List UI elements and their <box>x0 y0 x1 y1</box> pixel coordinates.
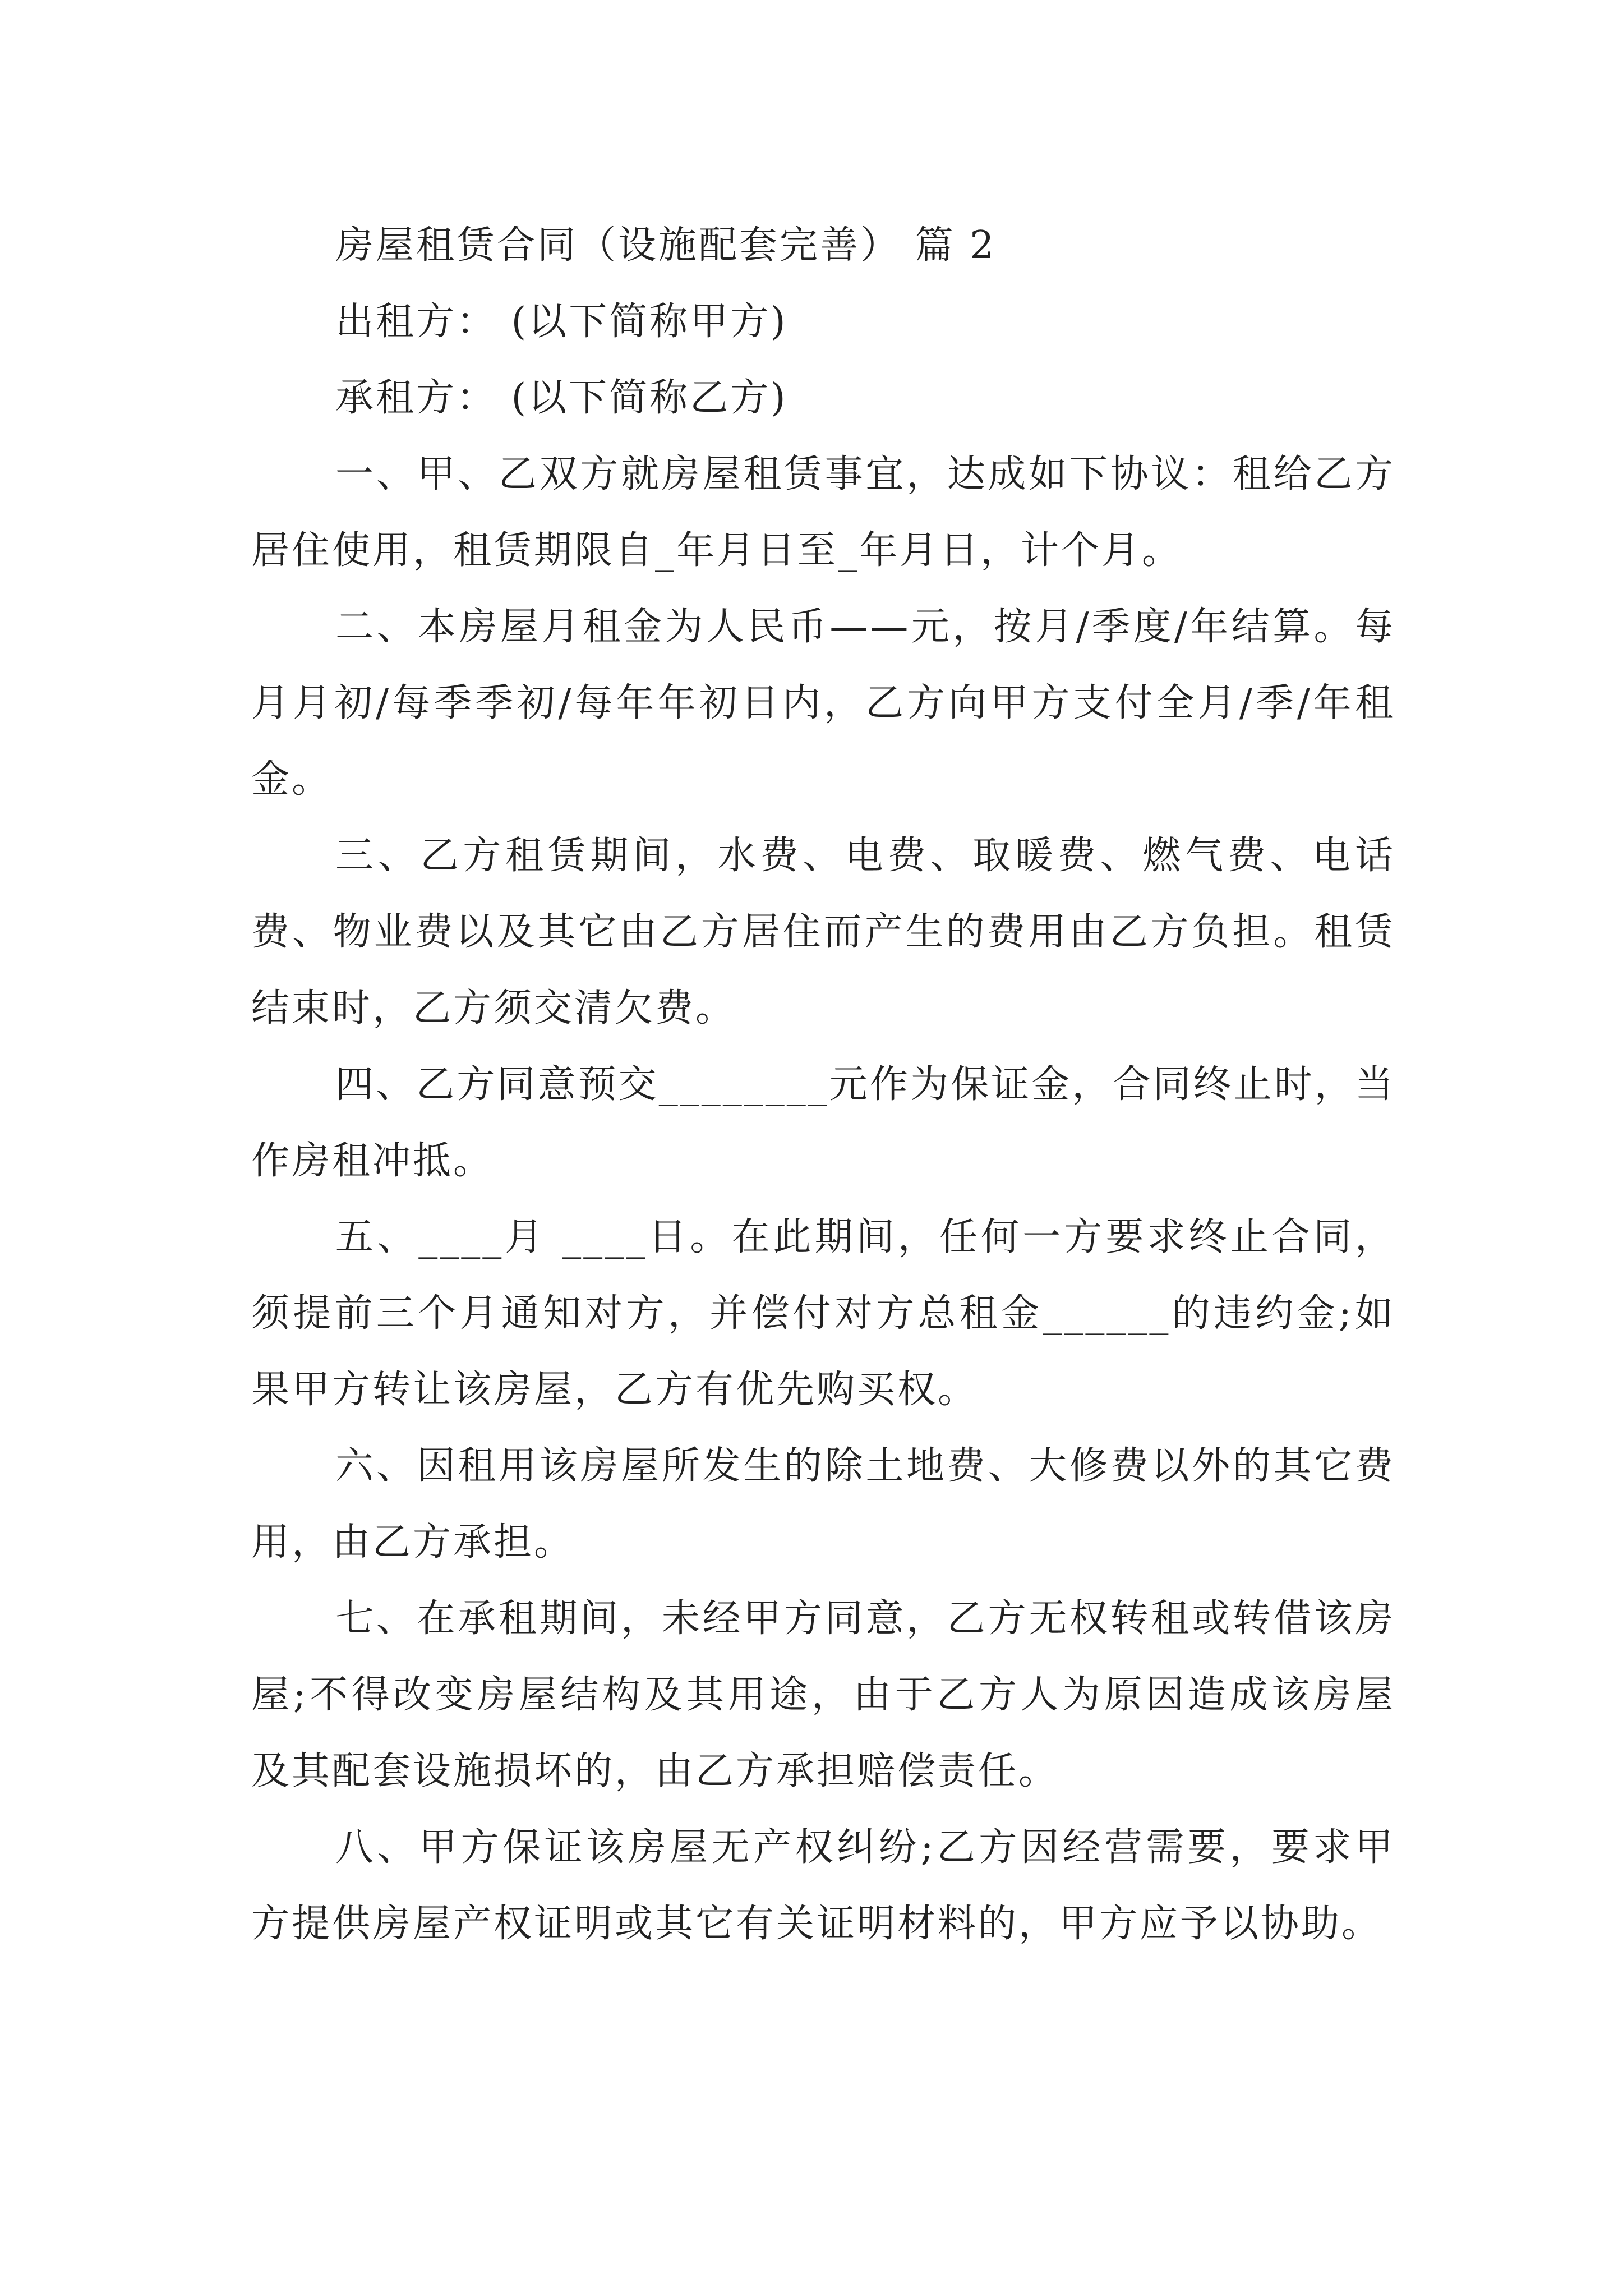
clause-1: 一、甲、乙双方就房屋租赁事宜，达成如下协议：租给乙方居住使用，租赁期限自_年月日至_年月日，计个月。 <box>251 452 1395 573</box>
lessor-line: 出租方： (以下简称甲方) <box>335 300 788 344</box>
clause-6: 六、因租用该房屋所发生的除土地费、大修费以外的其它费用，由乙方承担。 <box>251 1444 1395 1565</box>
clause-5: 五、____月 ____日。在此期间，任何一方要求终止合同，须提前三个月通知对方，并偿付对方总租金______的违约金;如果甲方转让该房屋，乙方有优先购买权。 <box>251 1215 1395 1412</box>
clause-8: 八、甲方保证该房屋无产权纠纷;乙方因经营需要，要求甲方提供房屋产权证明或其它有关证明材料的，甲方应予以协助。 <box>251 1825 1395 1946</box>
clause-7: 七、在承租期间，未经甲方同意，乙方无权转租或转借该房屋;不得改变房屋结构及其用途，由于乙方人为原因造成该房屋及其配套设施损坏的，由乙方承担赔偿责任。 <box>251 1596 1395 1793</box>
lessee-line: 承租方： (以下简称乙方) <box>335 376 788 420</box>
document-title: 房屋租赁合同（设施配套完善） 篇 2 <box>335 223 997 268</box>
clause-3: 三、乙方租赁期间，水费、电费、取暖费、燃气费、电话费、物业费以及其它由乙方居住而产生的费用由乙方负担。租赁结束时，乙方须交清欠费。 <box>251 834 1395 1030</box>
document-body <box>251 208 1395 1962</box>
clause-2: 二、本房屋月租金为人民币——元，按月/季度/年结算。每月月初/每季季初/每年年初日内，乙方向甲方支付全月/季/年租金。 <box>251 605 1395 802</box>
clause-4: 四、乙方同意预交________元作为保证金，合同终止时，当作房租冲抵。 <box>251 1062 1395 1183</box>
